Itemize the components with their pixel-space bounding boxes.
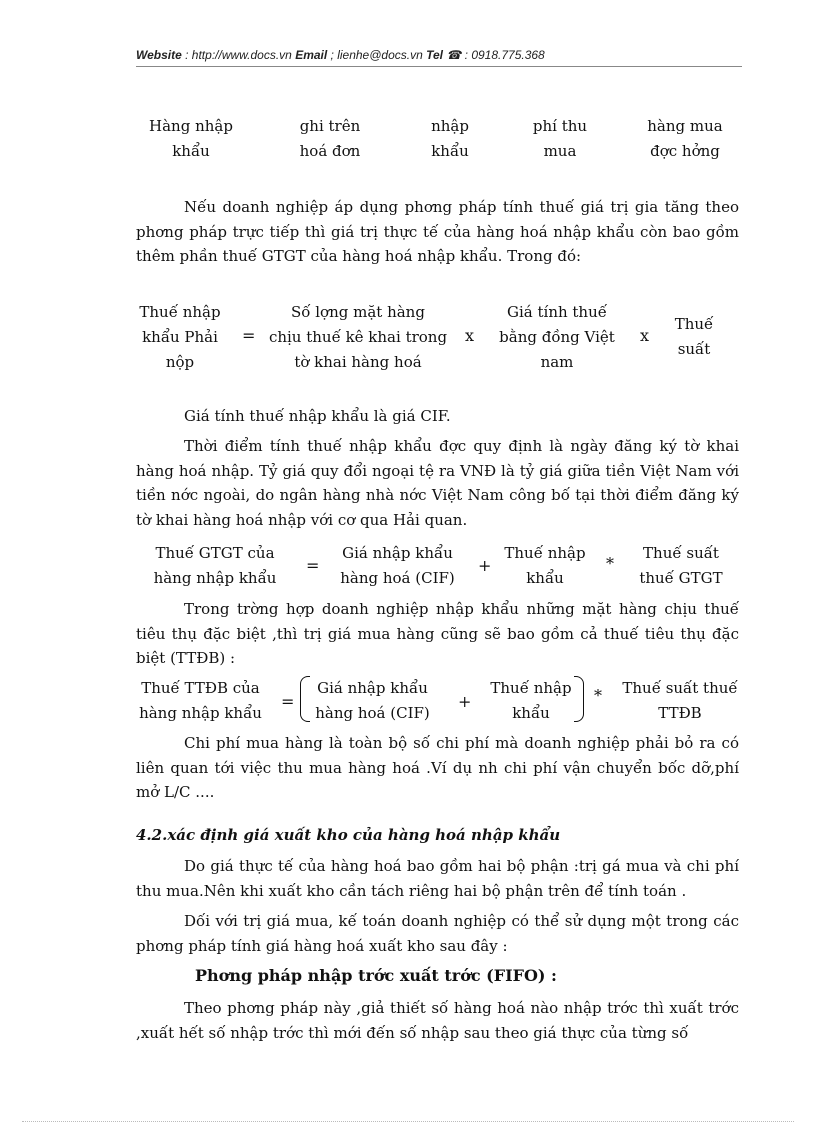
formula2-term-import-tax: Thuế nhập khẩu [504, 544, 586, 587]
email-label: Email [295, 48, 328, 62]
top-row-cell-4: phí thu mua [532, 117, 588, 160]
fifo-heading: Phơng pháp nhập trớc xuất trớc (FIFO) : [195, 966, 557, 985]
top-row-cell-1: Hàng nhập khẩu [149, 117, 233, 160]
formula3-term-special-tax: Thuế TTĐB của hàng nhập khẩu [139, 679, 262, 722]
header-divider [136, 66, 742, 67]
formula2-term-vat-rate: Thuế suất thuế GTGT [639, 544, 723, 587]
top-row-cell-3: nhập khẩu [431, 117, 469, 160]
formula2-term-cif: Giá nhập khẩu hàng hoá (CIF) [340, 544, 455, 587]
formula3-term-rate: Thuế suất thuế TTĐB [622, 679, 738, 722]
paragraph-exchange-rate: Thời điểm tính thuế nhập khẩu đợc quy định là ngày đăng ký tờ khai hàng hoá nhập. Tỷ giá quy đổi ngoại tệ ra VNĐ là tỷ giá giữa tiền Việt Nam với tiền nớc ngoài, do ngân hàng nhà nớc Việt Nam công bố tại thời điểm đăng ký tờ khai hàng hoá nhập với cơ qua Hải quan. [136, 437, 739, 529]
formula2-term-vat: Thuế GTGT của hàng nhập khẩu [153, 544, 277, 587]
formula1-term-quantity: Số lợng mặt hàng chịu thuế kê khai trong tờ khai hàng hoá [268, 303, 448, 371]
tel-value: : 0918.775.368 [461, 48, 545, 62]
paragraph-fifo: Theo phơng pháp này ,giả thiết số hàng hoá nào nhập trớc thì xuất trớc ,xuất hết số nhập trớc thì mới đến số nhập sau theo giá thực của từng số [136, 999, 739, 1042]
formula1-times-2: x [640, 326, 650, 345]
paragraph-special-tax: Trong trờng hợp doanh nghiệp nhập khẩu những mặt hàng chịu thuế tiêu thụ đặc biệt ,thì trị giá mua hàng cũng sẽ bao gồm cả thuế tiêu thụ đặc biệt (TTĐB) : [136, 600, 739, 667]
email-value[interactable]: ; lienhe@docs.vn [327, 48, 427, 62]
formula1-term-import-tax: Thuế nhập khẩu Phải nộp [139, 303, 221, 371]
formula1-times-1: x [465, 326, 475, 345]
formula1-term-taxable-price: Giá tính thuế bằng đồng Việt nam [499, 303, 615, 371]
paragraph-cif-price: Giá tính thuế nhập khẩu là giá CIF. [184, 407, 451, 425]
right-bracket-icon [574, 676, 584, 722]
paragraph-actual-cost: Do giá thực tế của hàng hoá bao gồm hai bộ phận :trị gá mua và chi phí thu mua.Nên khi xuất kho cần tách riêng hai bộ phận trên để tính toán . [136, 857, 739, 900]
section-heading: 4.2.xác định giá xuất kho của hàng hoá nhập khẩu [136, 826, 561, 844]
formula1-equals: = [242, 326, 256, 345]
top-row-cell-2: ghi trên hoá đơn [299, 117, 361, 160]
tel-label: Tel [426, 48, 444, 62]
formula3-equals: = [281, 692, 295, 711]
formula3-plus: + [458, 692, 472, 711]
formula2-plus: + [478, 556, 492, 575]
formula2-multiply: * [606, 554, 614, 573]
website-value[interactable]: : http://www.docs.vn [181, 48, 296, 62]
formula3-term-import-tax: Thuế nhập khẩu [490, 679, 572, 722]
formula3-term-cif: Giá nhập khẩu hàng hoá (CIF) [315, 679, 430, 722]
paragraph-vat-method: Nếu doanh nghiệp áp dụng phơng pháp tính thuế giá trị gia tăng theo phơng pháp trực tiếp thì giá trị thực tế của hàng hoá nhập khẩu còn bao gồm thêm phần thuế GTGT của hàng hoá nhập khẩu. Trong đó: [136, 198, 739, 265]
website-label: Website [136, 48, 182, 62]
formula3-multiply: * [594, 686, 602, 705]
paragraph-purchase-cost: Chi phí mua hàng là toàn bộ số chi phí mà doanh nghiệp phải bỏ ra có liên quan tới việc thu mua hàng hoá .Ví dụ nh chi phí vận chuyển bốc dỡ,phí mở L/C .... [136, 734, 739, 801]
telephone-icon: ☎ [446, 48, 462, 62]
page-header [136, 48, 742, 62]
paragraph-valuation-methods: Dối với trị giá mua, kế toán doanh nghiệp có thể sử dụng một trong các phơng pháp tính giá hàng hoá xuất kho sau đây : [136, 912, 739, 955]
top-row-cell-5: hàng mua đợc hởng [647, 117, 723, 160]
formula1-term-rate: Thuế suất [674, 315, 714, 358]
formula2-equals: = [306, 556, 320, 575]
left-bracket-icon [300, 676, 310, 722]
footer-divider [22, 1121, 794, 1122]
